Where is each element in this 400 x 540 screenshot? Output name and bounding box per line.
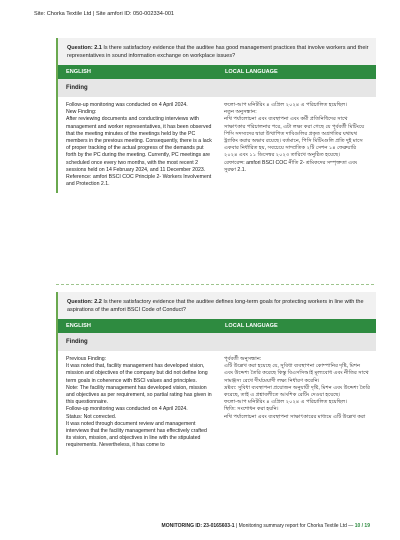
language-header	[58, 65, 376, 79]
finding-columns	[58, 97, 376, 193]
local-language-column-header: LOCAL LANGUAGE	[225, 323, 278, 329]
question-text-block	[58, 38, 376, 65]
local-language-column-header: LOCAL LANGUAGE	[225, 69, 278, 75]
english-column-header: ENGLISH	[66, 323, 91, 329]
local-finding-text: পূর্ববর্তী অনুসন্ধান: এটি উল্লেখ করা হয়েছে যে, সুবিধা ব্যবস্থাপনা কোম্পানির দৃষ্টি, মিশন এবং উদ্দেশ্য তৈরি করেছে কিন্তু বিএসসিআই মূল্যবোধ এবং নীতির সাথে সামঞ্জস্য রেখে দীর্ঘমেয়াদী লক্ষ্য নির্ধারণ করেনি। দ্রষ্টব্য: সুবিধা ব্যবস্থাপনা প্রয়োজন অনুযায়ী দৃষ্টি, মিশন এবং উদ্দেশ্য তৈরি করেছে, তাই এ প্রশ্নাবলীতে আংশিক রেটিং দেওয়া হয়েছে। ফলো-আপ মনিটরিং ৪ এপ্রিল ২০২৪ এ পরিচালিত হয়েছিল। স্থিতি: সংশোধন করা হয়নি। নথি পর্যালোচনা এবং ব্যবস্থাপনা সাক্ষাৎকারের মাধ্যমে এটি উল্লেখ করা	[224, 356, 371, 420]
english-finding-text: Previous Finding: It was noted that, facility management has developed vision, mission and objectives of the company but did not define long term goals in coherence with BSCI values and principles. Note: The facility management has developed vision, mission and objectives as per requirement, so partial rating has given in this questionnaire. Follow-up monitoring was conducted on 4 April 2024. Status: Not corrected. It was noted through document review and management interviews that the facility management has effectively crafted its vision, mission, and objectives in line with the stipulated requirements. Nevertheless, it has come to	[66, 356, 212, 449]
footer-report-title: Monitoring summary report for Chorka Textile Ltd	[238, 523, 347, 529]
site-name: Site: Chorka Textile Ltd	[34, 11, 92, 17]
footer-separator: |	[234, 523, 239, 529]
english-finding-text: Follow-up monitoring was conducted on 4 April 2024. New Finding: After reviewing documents and conducting interviews with management and worker representatives, it has been observed that the meeting minutes of the meetings held by the PC members in the previous meeting. Consequently, there is a lack of proper tracking of the actual progress of the demands put forth by the PC during the meeting. Currently, PC meetings are scheduled once every two months, with the most recent 2 sessions held on 14 February 2024, and 11 December 2023. Reference: amfori BSCI COC Principle 2- Workers Involvement and Protection 2.1.	[66, 102, 212, 188]
footer-monitoring-id: MONITORING ID: 23-0165603-1	[161, 523, 235, 529]
finding-label: Finding	[58, 79, 376, 97]
question-number: Question: 2.2	[67, 299, 102, 305]
finding-columns	[58, 351, 376, 455]
english-column-header: ENGLISH	[66, 69, 91, 75]
question-text-block	[58, 292, 376, 319]
question-number: Question: 2.1	[67, 45, 102, 51]
finding-label: Finding	[58, 333, 376, 351]
header-separator: |	[92, 11, 96, 17]
question-text: Is there satisfactory evidence that the auditee defines long-term goals for protecting workers in line with the aspirations of the amfori BSCI Code of Conduct?	[67, 299, 364, 313]
section-divider	[56, 284, 374, 285]
local-finding-text: ফলো-আপ মনিটরিং ৪ এপ্রিল ২০২৪ এ পরিচালিত হয়েছিল। নতুন অনুসন্ধান: নথি পর্যালোচনা এবং ব্যবস্থাপনা এবং কর্মী প্রতিনিধিদের সাথে সাক্ষাৎকার পরিচালনার পরে, এটা লক্ষ্য করা গেছে যে পূর্ববর্তী মিটিংয়ে পিসি সদস্যদের দ্বারা উত্থাপিত দাবিগুলির প্রকৃত অগ্রগতির যথাযথ ট্র্যাকিং করার অভাব রয়েছে। বর্তমানে, পিসি মিটিংগুলি প্রতি দুই মাসে একবার নির্ধারিত হয়, সবচেয়ে সাম্প্রতিক ২টি সেশন ১৪ ফেব্রুয়ারি ২০২৪ এবং ১১ ডিসেম্বর ২০২৩ তারিখে অনুষ্ঠিত হয়েছে। রেফারেন্স: amfori BSCI COC নীতি 2- শ্রমিকদের সম্পৃক্ততা এবং সুরক্ষা 2.1.	[224, 102, 365, 173]
question-text: Is there satisfactory evidence that the auditee has good management practices that involve workers and their representatives in sound information exchange on workplace issues?	[67, 45, 369, 59]
footer-dash: —	[346, 523, 355, 529]
page-number: 10 / 19	[354, 523, 370, 529]
site-id: Site amfori ID: 050-002334-001	[96, 11, 175, 17]
question-card-2-1	[56, 38, 376, 193]
site-header	[34, 11, 174, 17]
page-footer	[0, 523, 400, 529]
language-header	[58, 319, 376, 333]
question-card-2-2	[56, 292, 376, 455]
